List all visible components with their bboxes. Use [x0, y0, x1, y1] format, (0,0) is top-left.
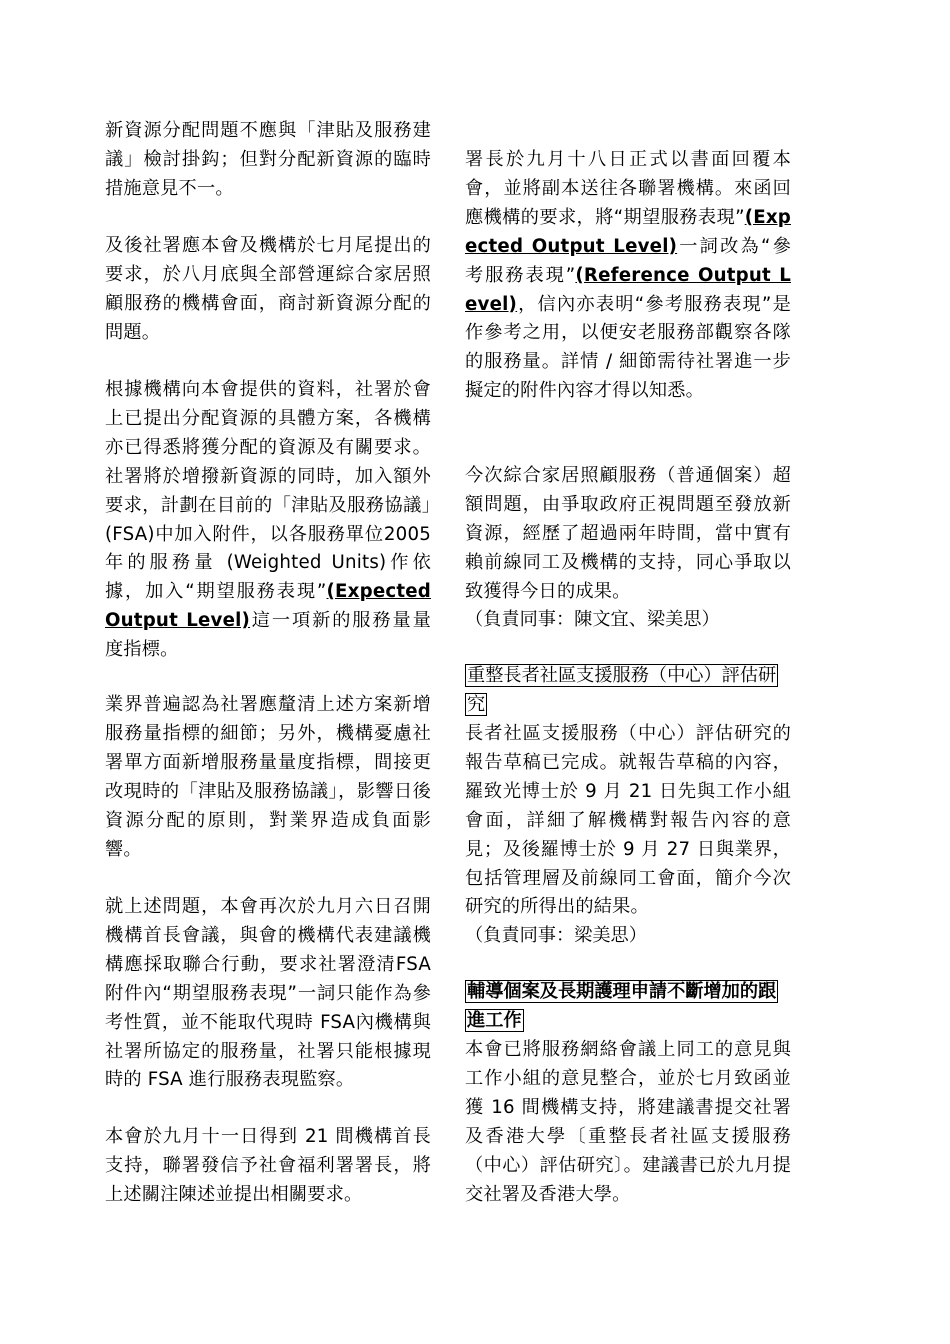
- responsible-staff: （負責同事：梁美思）: [465, 925, 647, 946]
- reference-output-level-term: (Reference Output Level): [465, 264, 792, 315]
- expected-output-level-term: (Expected Output Level): [465, 206, 791, 257]
- paragraph: 及後社署應本會及機構於七月尾提出的要求，於八月底與全部營運綜合家居照顧服務的機構會面，商討新資源分配的問題。: [105, 235, 431, 343]
- paragraph: 本會已將服務網絡會議上同工的意見與工作小組的意見整合，並於七月致函並獲 16 間機構支持，將建議書提交社署及香港大學〔重整長者社區支援服務（中心）評估研究〕。建議書已於九月提交社署及香港大學。: [465, 1039, 791, 1205]
- section-heading: [465, 978, 791, 1036]
- section-heading-text: 重整長者社區支援服務（中心）評估研究: [467, 665, 777, 715]
- responsible-staff: （負責同事：陳文宜、梁美思）: [465, 609, 720, 630]
- paragraph: 業界普遍認為社署應釐清上述方案新增服務量指標的細節；另外，機構憂慮社署單方面新增服務量量度指標，間接更改現時的「津貼及服務協議」，影響日後資源分配的原則，對業界造成負面影響。: [105, 694, 431, 860]
- expected-output-level-term: (Expected Output Level): [105, 581, 431, 632]
- paragraph-text: 一詞改為“參考服務表現”: [465, 235, 791, 286]
- paragraph: [465, 146, 791, 406]
- paragraph-text: 署長於九月十八日正式以書面回覆本會，並將副本送往各聯署機構。來函回應機構的要求，將“期望服務表現”: [465, 149, 791, 228]
- paragraph: 本會於九月十一日得到 21 間機構首長支持，聯署發信予社會福利署署長，將上述關注陳述並提出相關要求。: [105, 1126, 431, 1205]
- paragraph-text: 這一項新的服務量量度指標。: [105, 610, 431, 661]
- paragraph: [105, 376, 431, 665]
- paragraph: 新資源分配問題不應與「津貼及服務建議」檢討掛鈎；但對分配新資源的臨時措施意見不一。: [105, 120, 431, 199]
- paragraph-text: 根據機構向本會提供的資料，社署於會上已提出分配資源的具體方案，各機構亦已得悉將獲分配的資源及有關要求。社署將於增撥新資源的同時，加入額外要求，計劃在目前的「津貼及服務協議」(FSA)中加入附件，以各服務單位2005 年的服務量 (Weighted Units)作依據，加入“期望服務表現”: [105, 379, 431, 603]
- paragraph-text: ，信內亦表明“參考服務表現”是作參考之用，以便安老服務部觀察各隊的服務量。詳情 / 細節需待社署進一步擬定的附件內容才得以知悉。: [465, 293, 791, 402]
- paragraph: 長者社區支援服務（中心）評估研究的報告草稿已完成。就報告草稿的內容，羅致光博士於 9 月 21 日先與工作小組會面，詳細了解機構對報告內容的意見；及後羅博士於 9 月 27 日與業界，包括管理層及前線同工會面，簡介今次研究的所得出的結果。: [465, 723, 791, 918]
- paragraph: 今次綜合家居照顧服務（普通個案）超額問題，由爭取政府正視問題至發放新資源，經歷了超過兩年時間，當中實有賴前線同工及機構的支持，同心爭取以致獲得今日的成果。: [465, 465, 791, 602]
- section-heading: [465, 662, 791, 720]
- section-heading-text: 輔導個案及長期護理申請不斷增加的跟進工作: [467, 981, 777, 1031]
- paragraph: 就上述問題，本會再次於九月六日召開機構首長會議，與會的機構代表建議機構應採取聯合行動，要求社署澄清FSA 附件內“期望服務表現”一詞只能作為參考性質，並不能取代現時 FSA內機構與社署所協定的服務量，社署只能根據現時的 FSA 進行服務表現監察。: [105, 896, 431, 1091]
